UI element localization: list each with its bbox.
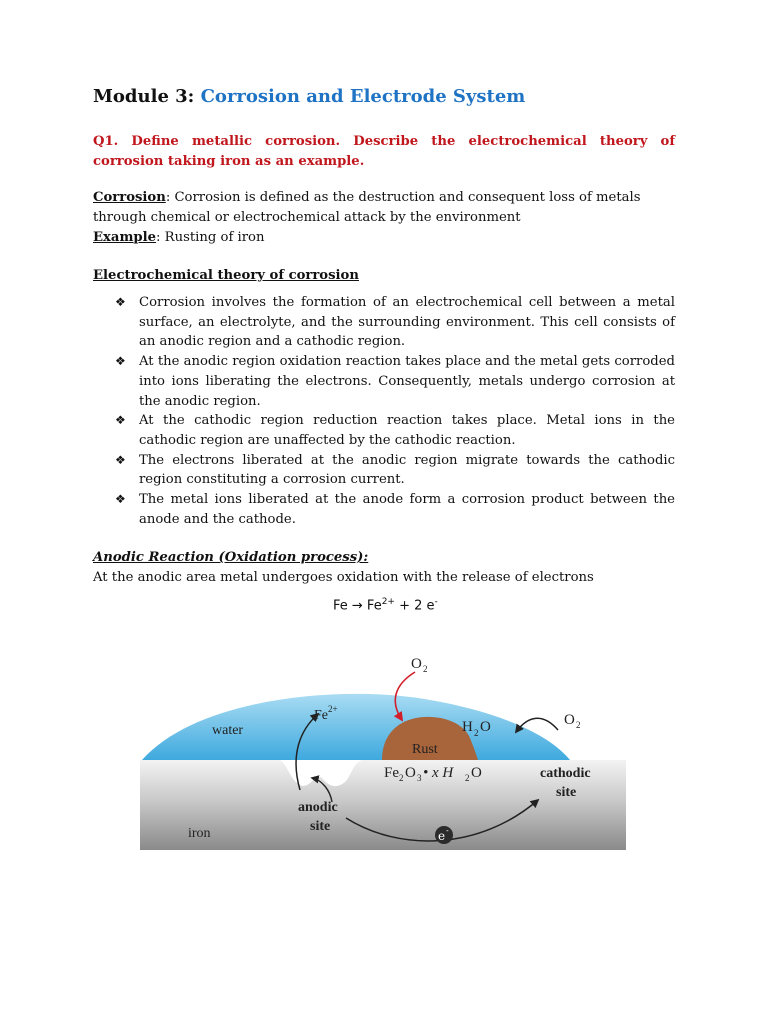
theory-heading: Electrochemical theory of corrosion bbox=[93, 268, 359, 283]
o2-top-label: O bbox=[411, 656, 422, 672]
equation-electron-charge: - bbox=[434, 597, 438, 607]
list-item bbox=[113, 451, 675, 490]
example-text: : Rusting of iron bbox=[156, 230, 265, 245]
fe2o3-h-sub: 2 bbox=[465, 773, 470, 783]
corrosion-label: Corrosion bbox=[93, 190, 166, 205]
o2-top-sub: 2 bbox=[423, 664, 428, 674]
cathodic-site-label: site bbox=[556, 785, 577, 800]
page-title bbox=[93, 86, 525, 107]
fe2o3-x: • x H bbox=[423, 765, 454, 781]
bullet-mark: ❖ bbox=[115, 452, 126, 467]
fe2o3-o: O bbox=[405, 765, 416, 781]
example-label: Example bbox=[93, 230, 157, 245]
fe2-charge: 2+ bbox=[328, 704, 338, 714]
fe2o3-sub2: 2 bbox=[399, 773, 404, 783]
bullet-text: The electrons liberated at the anodic region migrate towards the cathodic region constituting a corrosion current. bbox=[139, 452, 675, 488]
electron-label: e bbox=[438, 829, 446, 843]
corrosion-diagram bbox=[140, 640, 630, 855]
rust-label: Rust bbox=[412, 742, 438, 757]
module-label: Module 3: bbox=[93, 86, 201, 107]
equation-right: + 2 e bbox=[394, 598, 435, 614]
o2-right-label: O bbox=[564, 712, 575, 728]
corrosion-text: : Corrosion is defined as the destruction and consequent loss of metals through chemical or electrochemical attack by the environment bbox=[93, 190, 641, 225]
h2o-label: H bbox=[462, 719, 473, 735]
question-text: Q1. Define metallic corrosion. Describe the electrochemical theory of corrosion taking iron as an example. bbox=[93, 134, 675, 169]
o2-right-sub: 2 bbox=[576, 720, 581, 730]
bullet-text: At the cathodic region reduction reaction takes place. Metal ions in the cathodic region are unaffected by the cathodic reaction. bbox=[139, 413, 675, 448]
anodic-site-label: site bbox=[310, 819, 331, 834]
anodic-label: anodic bbox=[298, 800, 338, 815]
water-droplet bbox=[142, 694, 570, 760]
bullet-mark: ❖ bbox=[115, 413, 126, 428]
cathodic-label: cathodic bbox=[540, 766, 591, 781]
fe2o3-fe: Fe bbox=[384, 765, 399, 781]
fe2o3-sub3: 3 bbox=[417, 773, 422, 783]
list-item bbox=[113, 411, 675, 450]
anodic-text: At the anodic area metal undergoes oxidation with the release of electrons bbox=[93, 570, 594, 585]
list-item bbox=[113, 490, 675, 529]
bullet-mark: ❖ bbox=[115, 354, 126, 369]
electron-charge: - bbox=[446, 826, 449, 835]
fe2o3-h2o-o: O bbox=[471, 765, 482, 781]
equation-left: Fe → Fe bbox=[333, 598, 382, 614]
fe2-label: Fe bbox=[314, 708, 328, 723]
bullet-text: At the anodic region oxidation reaction takes place and the metal gets corroded into ions liberating the electrons. Consequently, metals undergo corrosion at the anodic region. bbox=[139, 354, 675, 409]
example-line bbox=[93, 228, 675, 248]
list-item bbox=[113, 293, 675, 352]
anodic-equation bbox=[333, 597, 438, 613]
bullet-text: Corrosion involves the formation of an electrochemical cell between a metal surface, an electrolyte, and the surrounding environment. This cell consists of an anodic region and a cathodic region. bbox=[139, 295, 675, 350]
bullet-mark: ❖ bbox=[115, 492, 126, 507]
corrosion-definition bbox=[93, 188, 675, 228]
iron-label: iron bbox=[188, 826, 211, 841]
bullet-text: The metal ions liberated at the anode form a corrosion product between the anode and the cathode. bbox=[139, 492, 675, 527]
h2o-sub: 2 bbox=[474, 728, 479, 738]
module-subject: Corrosion and Electrode System bbox=[200, 86, 526, 107]
water-label: water bbox=[212, 723, 244, 738]
theory-bullets bbox=[113, 293, 675, 529]
bullet-mark: ❖ bbox=[115, 295, 126, 309]
equation-charge: 2+ bbox=[381, 597, 395, 607]
list-item bbox=[113, 352, 675, 411]
h2o-o: O bbox=[480, 719, 491, 735]
anodic-heading: Anodic Reaction (Oxidation process): bbox=[93, 550, 369, 565]
